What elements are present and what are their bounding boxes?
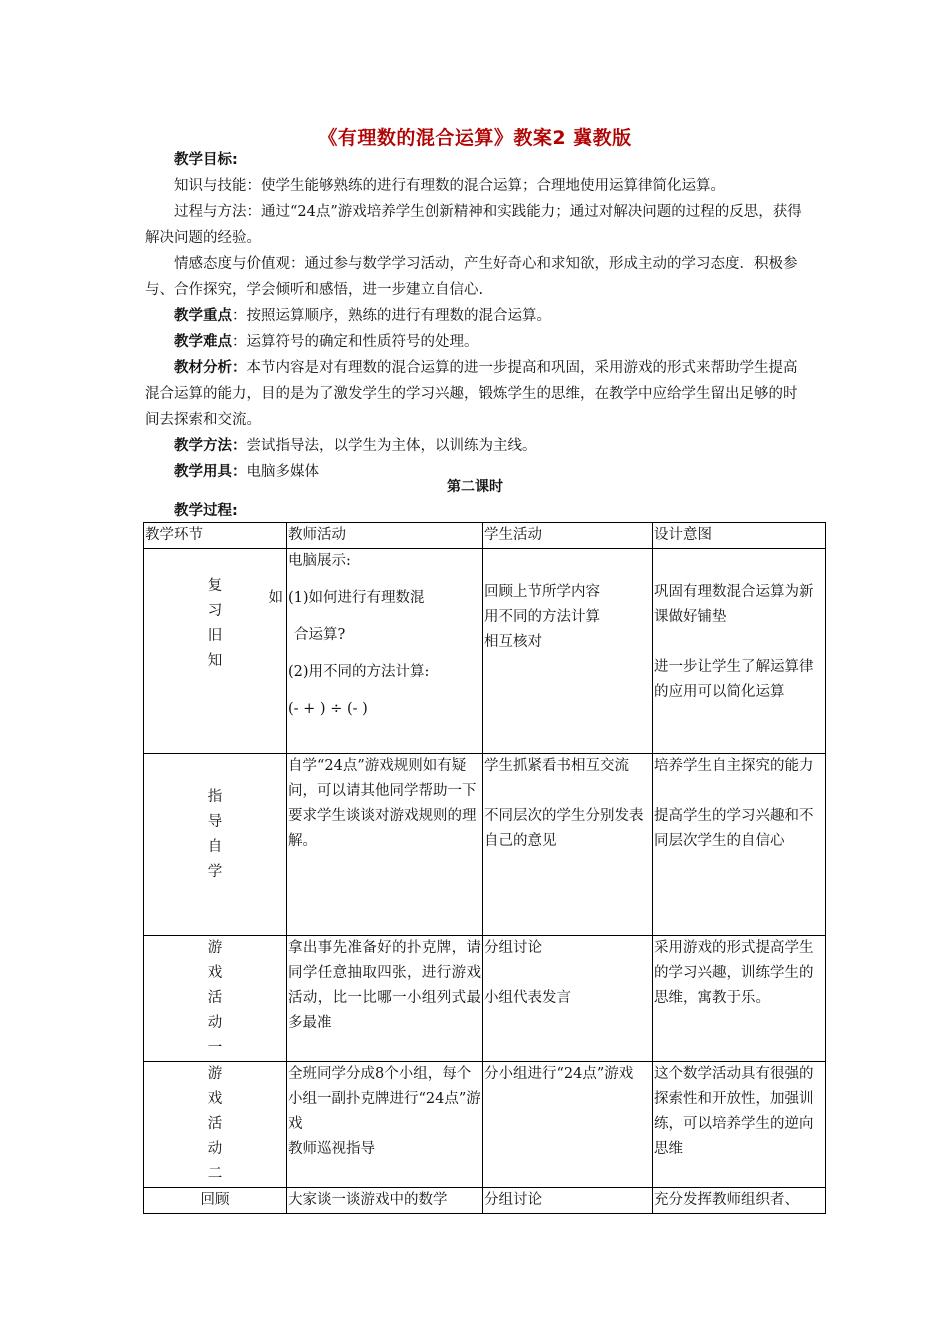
teacher-formula: (- + ) ÷ (- )	[288, 701, 368, 717]
lesson-heading: 第二课时	[447, 479, 503, 495]
table-row	[144, 936, 826, 1062]
document-title: 《有理数的混合运算》教案2 冀教版	[318, 127, 632, 149]
stage-char: 动	[207, 1141, 223, 1157]
difficulty-label: 教学难点	[174, 334, 232, 350]
student-line: 用不同的方法计算	[484, 609, 600, 625]
student-cell	[483, 1062, 653, 1188]
table-row	[144, 1062, 826, 1188]
intent-line: 进一步让学生了解运算律的应用可以简化运算	[654, 659, 814, 700]
intent-line: 培养学生自主探究的能力	[654, 758, 814, 774]
stage-char: 学	[207, 864, 223, 880]
teaching-method	[145, 433, 810, 459]
stage-char: 知	[207, 653, 223, 669]
student-line: 回顾上节所学内容	[484, 584, 600, 600]
goal-knowledge: 知识与技能：使学生能够熟练的进行有理数的混合运算；合理地使用运算律简化运算。	[174, 178, 725, 194]
student-line: 小组代表发言	[484, 990, 571, 1006]
teacher-line: (1)如何进行有理数混	[288, 590, 425, 606]
student-line: 分小组进行“24点”游戏	[484, 1066, 634, 1082]
goals-heading: 教学目标:	[174, 152, 238, 168]
difficulty-point	[145, 329, 810, 355]
key-point-text: ：按照运算顺序，熟练的进行有理数的混合运算。	[232, 308, 551, 324]
material-analysis	[145, 355, 810, 433]
teacher-cell: 大家谈一谈游戏中的数学	[287, 1188, 483, 1214]
teacher-cell	[287, 936, 483, 1062]
stage-cell	[144, 1062, 287, 1188]
method-text: 尝试指导法，以学生为主体，以训练为主线。	[246, 438, 537, 454]
intent-line: 巩固有理数混合运算为新课做好铺垫	[654, 584, 814, 625]
key-point	[145, 303, 810, 329]
stage-char: 旧	[207, 628, 223, 644]
intent-cell	[653, 549, 826, 754]
intent-cell	[653, 936, 826, 1062]
teacher-line: 电脑展示:	[288, 553, 351, 569]
teacher-cell	[287, 549, 483, 754]
teacher-line: 全班同学分成8个小组，每个小组一副扑克牌进行“24点”游戏	[288, 1066, 481, 1132]
teacher-line: (2)用不同的方法计算:	[288, 664, 430, 680]
process-heading: 教学过程:	[174, 503, 238, 519]
tools-text: 电脑多媒体	[246, 464, 319, 480]
student-cell	[483, 754, 653, 936]
teacher-line: 拿出事先准备好的扑克牌，请同学任意抽取四张，进行游戏活动，比一比哪一小组列式最多最准	[288, 940, 481, 1031]
header-student: 学生活动	[483, 523, 653, 549]
stage-char: 戏	[207, 965, 223, 981]
teacher-line: 合运算?	[294, 627, 346, 643]
teacher-line: 自学“24点”游戏规则如有疑问，可以请其他同学帮助一下	[288, 758, 477, 799]
header-teacher: 教师活动	[287, 523, 483, 549]
student-line: 学生抓紧看书相互交流	[484, 758, 629, 774]
intent-cell: 充分发挥教师组织者、	[653, 1188, 826, 1214]
intent-cell	[653, 754, 826, 936]
header-intent: 设计意图	[653, 523, 826, 549]
stage-char: 习	[207, 603, 223, 619]
stage-char: 动	[207, 1015, 223, 1031]
method-label: 教学方法：	[174, 438, 247, 454]
table-header-row	[144, 523, 826, 549]
objectives-section	[145, 147, 810, 485]
intent-line: 采用游戏的形式提高学生的学习兴趣，训练学生的思维，寓教于乐。	[654, 940, 814, 1006]
stage-char: 戏	[207, 1091, 223, 1107]
goal-process: 过程与方法：通过“24点”游戏培养学生创新精神和实践能力；通过对解决问题的过程的反思，获得解决问题的经验。	[145, 204, 802, 246]
stage-extra-char: 如	[268, 590, 283, 606]
stage-char: 自	[207, 839, 223, 855]
student-cell	[483, 549, 653, 754]
teacher-cell	[287, 1062, 483, 1188]
stage-char: 一	[207, 1040, 223, 1056]
stage-cell: 回顾	[144, 1188, 287, 1214]
stage-char: 游	[207, 1066, 223, 1082]
stage-cell	[144, 754, 287, 936]
analysis-label: 教材分析：	[174, 360, 247, 376]
table-row	[144, 754, 826, 936]
intent-line: 这个数学活动具有很强的探索性和开放性，加强训练，可以培养学生的逆向思维	[654, 1066, 814, 1157]
stage-char: 游	[207, 940, 223, 956]
teacher-cell	[287, 754, 483, 936]
student-cell: 分组讨论	[483, 1188, 653, 1214]
header-stage: 教学环节	[144, 523, 287, 549]
stage-char: 二	[207, 1166, 223, 1182]
table-row	[144, 1188, 826, 1214]
analysis-text: 本节内容是对有理数的混合运算的进一步提高和巩固，采用游戏的形式来帮助学生提高混合运算的能力，目的是为了激发学生的学习兴趣，锻炼学生的思维，在教学中应给学生留出足够的时间去探索和交流。	[145, 360, 798, 428]
stage-cell	[144, 936, 287, 1062]
difficulty-text: ：运算符号的确定和性质符号的处理。	[232, 334, 479, 350]
stage-char: 活	[207, 990, 223, 1006]
teaching-process-table	[143, 522, 826, 1214]
teacher-line: 要求学生谈谈对游戏规则的理解。	[288, 808, 477, 849]
teacher-line: 教师巡视指导	[288, 1141, 375, 1157]
student-line: 分组讨论	[484, 940, 542, 956]
stage-char: 指	[207, 789, 223, 805]
intent-cell	[653, 1062, 826, 1188]
stage-char: 导	[207, 814, 223, 830]
key-point-label: 教学重点	[174, 308, 232, 324]
student-line: 不同层次的学生分别发表自己的意见	[484, 808, 644, 849]
goal-attitude: 情感态度与价值观：通过参与数学学习活动，产生好奇心和求知欲，形成主动的学习态度．积极参与、合作探究，学会倾听和感悟，进一步建立自信心.	[145, 256, 798, 298]
intent-line: 提高学生的学习兴趣和不同层次学生的自信心	[654, 808, 814, 849]
stage-char: 复	[207, 578, 223, 594]
table-row	[144, 549, 826, 754]
student-line: 相互核对	[484, 634, 542, 650]
tools-label: 教学用具：	[174, 464, 247, 480]
stage-cell	[144, 549, 287, 754]
stage-char: 活	[207, 1116, 223, 1132]
student-cell	[483, 936, 653, 1062]
